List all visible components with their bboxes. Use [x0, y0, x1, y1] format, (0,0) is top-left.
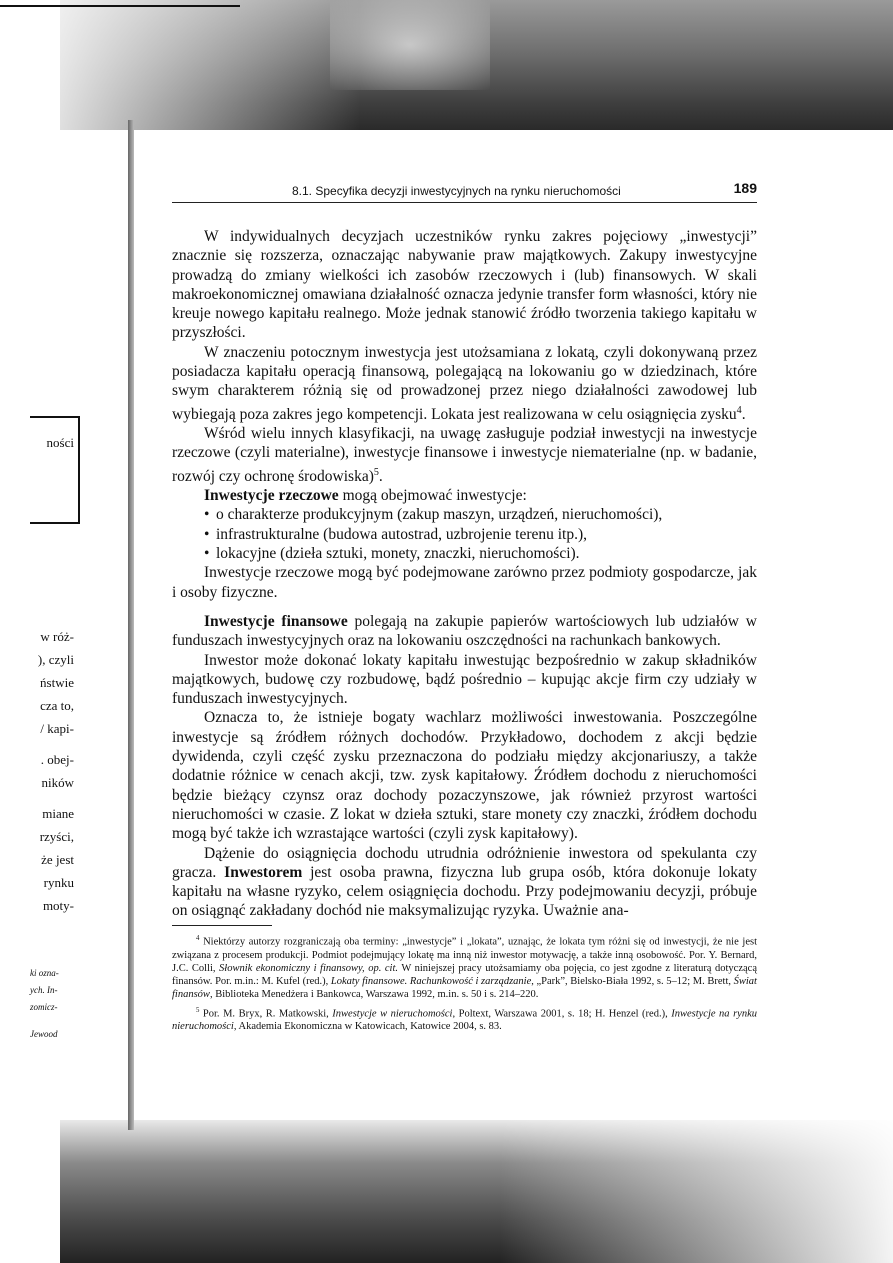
- footnote-ref: 5: [373, 466, 379, 478]
- page-number: 189: [733, 180, 757, 196]
- paragraph: Oznacza to, że istnieje bogaty wachlarz możliwości inwestowania. Poszczególne inwestycje są źródłem różnych dochodów. Przykładowo, dochodem z akcji będzie dywidenda, czyli część zysku przeznaczona do podziału między akcjonariuszy, a także dodatnie różnice w cenach akcji, tzw. zysk kapitałowy. Źródłem dochodu z nieruchomości będzie bieżący czynsz oraz dochody pozaczynszowe, jak również przyrost wartości nieruchomości w czasie. Z lokat w dzieła sztuki, stare monety czy znaczki, źródłem dochodu mogą być także ich wzrastające wartości (czyli zysk kapitałowy).: [172, 709, 757, 843]
- paragraph: Wśród wielu innych klasyfikacji, na uwagę zasługuje podział inwestycji na inwestycje rzeczowe (czyli materialne), inwestycje finansowe i inwestycje niematerialne (np. w badanie, rozwój czy ochronę środowiska)$^5$.: [172, 425, 757, 485]
- paragraph: Inwestor może dokonać lokaty kapitału inwestując bezpośrednio w zakup składników majątkowych, budowę czy rozbudowę, bądź pośrednio – kupując akcje firm czy udziały w funduszach inwestycyjnych.: [172, 651, 757, 708]
- paragraph: W indywidualnych decyzjach uczestników rynku zakres pojęciowy „inwestycji” znacznie się rozszerza, oznaczając nabywanie praw majątkowych. Zakupy inwestycyjne prowadzą do zmiany wielkości ich zasobów rzeczowych i (lub) finansowych. W skali makroekonomicznej omawiana działalność oznacza jedynie transfer form własności, który nie kreuje nowego kapitału realnego. Może jednak stanowić źródło tworzenia takiego kapitału w przyszłości.: [172, 228, 757, 342]
- running-header-title: 8.1. Specyfika decyzji inwestycyjnych na rynku nieruchomości: [292, 184, 621, 198]
- footnote-rule: [172, 925, 272, 926]
- paragraph: Inwestycje rzeczowe mogą być podejmowane zarówno przez podmioty gospodarcze, jak i osoby fizyczne.: [172, 564, 757, 601]
- footnote-5: $^5$ Por. M. Bryx, R. Matkowski, Inwestycje w nieruchomości, Poltext, Warszawa 2001, s. 18; H. Henzel (red.), Inwestycje na rynku nieruchomości, Akademia Ekonomiczna w Katowicach, Katowice 2004, s. 83.: [172, 1006, 757, 1033]
- body-text: [172, 227, 757, 921]
- footnote-ref: 4: [736, 404, 742, 416]
- bullet-list: [172, 505, 757, 563]
- paragraph: Inwestycje finansowe polegają na zakupie papierów wartościowych lub udziałów w funduszach inwestycyjnych oraz na lokowaniu oszczędności na rachunkach bankowych.: [172, 612, 757, 650]
- scan-noise: [330, 0, 490, 90]
- paragraph: Inwestycje rzeczowe mogą obejmować inwestycje:: [204, 487, 527, 505]
- list-item: • infrastrukturalne (budowa autostrad, uzbrojenie terenu itp.),: [204, 525, 757, 544]
- paragraph: Dążenie do osiągnięcia dochodu utrudnia odróżnienie inwestora od spekulanta czy gracza. Inwestorem jest osoba prawna, fizyczna lub grupa osób, która dokonuje lokaty kapitału na własne ryzyko, celem osiągnięcia dochodu. Przy podejmowaniu decyzji, próbuje on osiągnąć zakładany dochód nie maksymalizując ryzyka. Uważnie ana-: [172, 844, 757, 920]
- list-item: • lokacyjne (dzieła sztuki, monety, znaczki, nieruchomości).: [204, 544, 757, 563]
- term-bold: Inwestycje rzeczowe: [204, 487, 339, 505]
- paragraph: W znaczeniu potocznym inwestycja jest utożsamiana z lokatą, czyli dokonywaną przez posiadacza kapitału operacją finansową, polegającą na lokowaniu go w dziedzinach, które swym charakterem różnią się od prowadzonej przez niego działalności zawodowej lub wybiegają poza zakres jego kompetencji. Lokata jest realizowana w celu osiągnięcia zysku$^4$.: [172, 343, 757, 423]
- prev-page-fragment: w róż- ), czyli ństwie cza to, / kapi- . obej- ników miane rzyści, że jest rynku moty-: [37, 629, 74, 913]
- term-bold: Inwestorem: [224, 863, 303, 881]
- book-binding-edge: [128, 120, 134, 1130]
- list-item: • o charakterze produkcyjnym (zakup maszyn, urządzeń, nieruchomości),: [204, 505, 757, 524]
- footnotes: [172, 932, 757, 1035]
- prev-page-fragment: ności: [46, 435, 74, 450]
- header-rule: [172, 202, 757, 203]
- footnote-4: $^4$ Niektórzy autorzy rozgraniczają oba terminy: „inwestycje” i „lokata”, uznając, że lokata tym różni się od inwestycji, że nie jest związana z procesem produkcji. Podmiot podejmujący lokatę ma inną niż inwestor motywację, a także inną osobowość. Por. Y. Bernard, J.C. Colli, Słownik ekonomiczny i finansowy, op. cit. W niniejszej pracy utożsamiamy oba pojęcia, co jest zgodne z literaturą dotyczącą finansów. Por. m.in.: M. Kufel (red.), Lokaty finansowe. Rachunkowość i zarządzanie, „Park”, Bielsko-Biała 1992, s. 5–12; M. Brett, Świat finansów, Biblioteka Menedżera i Bankowca, Warszawa 1992, m.in. s. 50 i s. 214–220.: [172, 935, 757, 1001]
- scan-edge-line: [0, 5, 240, 7]
- scan-shadow-fade: [60, 0, 360, 130]
- scan-shadow-fade-bottom: [500, 1120, 893, 1263]
- prev-page-footnote-fragment: ki ozna- ych. In- zomicz- Jewood: [30, 968, 59, 1039]
- term-bold: Inwestycje finansowe: [204, 612, 348, 630]
